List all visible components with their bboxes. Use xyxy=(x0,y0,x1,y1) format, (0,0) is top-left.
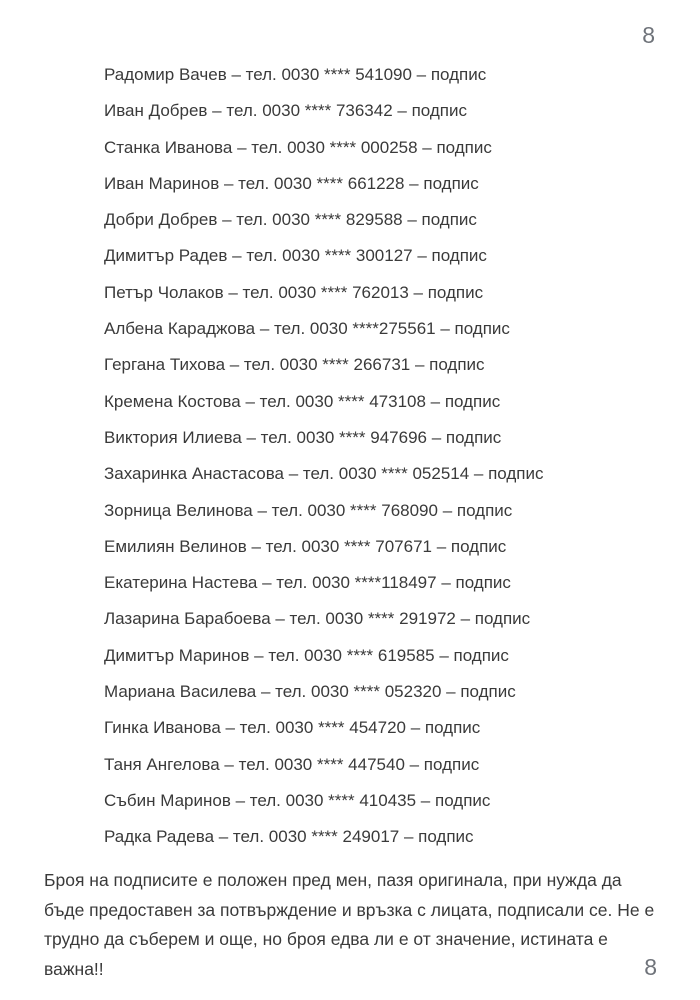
signature-list xyxy=(104,57,670,856)
signature-line: Кремена Костова – тел. 0030 **** 473108 – подпис xyxy=(104,391,501,411)
signature-line: Иван Маринов – тел. 0030 **** 661228 – подпис xyxy=(104,173,479,193)
signature-line: Гинка Иванова – тел. 0030 **** 454720 – подпис xyxy=(104,718,481,738)
signature-line: Петър Чолаков – тел. 0030 **** 762013 – подпис xyxy=(104,282,484,302)
signature-line: Иван Добрев – тел. 0030 **** 736342 – подпис xyxy=(104,101,467,121)
signature-line: Албена Караджова – тел. 0030 ****275561 – подпис xyxy=(104,319,510,339)
signature-line: Димитър Маринов – тел. 0030 **** 619585 – подпис xyxy=(104,645,509,665)
signature-line: Емилиян Велинов – тел. 0030 **** 707671 – подпис xyxy=(104,536,507,556)
signature-line: Лазарина Барабоева – тел. 0030 **** 291972 – подпис xyxy=(104,609,531,629)
signature-line: Зорница Велинова – тел. 0030 **** 768090 – подпис xyxy=(104,500,513,520)
signature-line: Гергана Тихова – тел. 0030 **** 266731 – подпис xyxy=(104,355,485,375)
signature-line: Захаринка Анастасова – тел. 0030 **** 052514 – подпис xyxy=(104,464,544,484)
page-number-top: 8 xyxy=(642,22,655,48)
signature-line: Екатерина Настева – тел. 0030 ****118497 – подпис xyxy=(104,573,511,593)
signature-line: Мариана Василева – тел. 0030 **** 052320 – подпис xyxy=(104,682,516,702)
signature-line: Димитър Радев – тел. 0030 **** 300127 – подпис xyxy=(104,246,487,266)
signature-line: Добри Добрев – тел. 0030 **** 829588 – подпис xyxy=(104,210,477,230)
signature-line: Виктория Илиева – тел. 0030 **** 947696 – подпис xyxy=(104,427,502,447)
signature-line: Станка Иванова – тел. 0030 **** 000258 – подпис xyxy=(104,137,492,157)
signature-line: Таня Ангелова – тел. 0030 **** 447540 – подпис xyxy=(104,754,480,774)
closing-paragraph: Броя на подписите е положен пред мен, пазя оригинала, при нужда да бъде предоставен за потвърждение и връзка с лицата, подписали се. Не е трудно да съберем и още, но броя едва ли е от значение, истината е важна!! xyxy=(44,870,655,979)
page-number-bottom: 8 xyxy=(644,954,657,980)
signature-line: Радомир Вачев – тел. 0030 **** 541090 – подпис xyxy=(104,65,487,84)
signature-line: Радка Радева – тел. 0030 **** 249017 – подпис xyxy=(104,827,474,847)
signature-line: Събин Маринов – тел. 0030 **** 410435 – подпис xyxy=(104,790,491,810)
